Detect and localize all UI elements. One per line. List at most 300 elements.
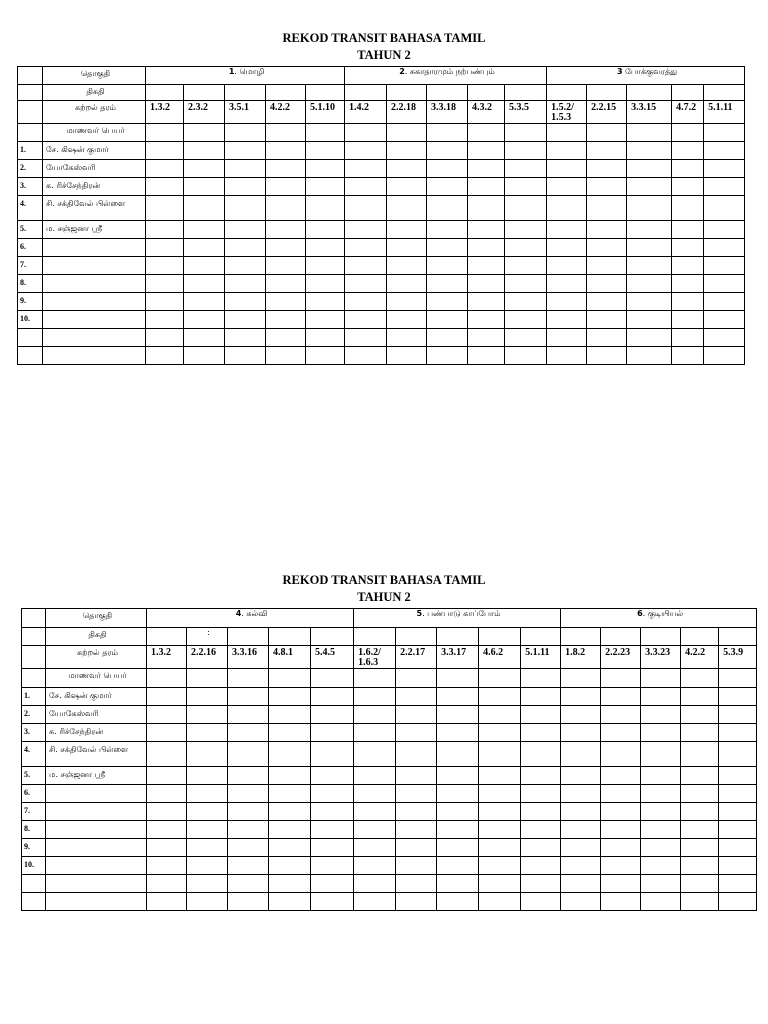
score-cell[interactable] [269,875,311,893]
score-cell[interactable] [266,275,306,293]
score-cell[interactable] [146,160,184,178]
date-cell[interactable] [184,85,225,101]
score-cell[interactable] [505,142,547,160]
score-cell[interactable] [672,178,704,196]
score-cell[interactable] [601,803,641,821]
score-cell[interactable] [396,724,437,742]
score-cell[interactable] [587,347,627,365]
score-cell[interactable] [601,767,641,785]
score-cell[interactable] [641,706,681,724]
score-cell[interactable] [561,767,601,785]
score-cell[interactable] [387,142,427,160]
score-cell[interactable] [547,347,587,365]
score-cell[interactable] [672,160,704,178]
score-cell[interactable] [468,160,505,178]
score-cell[interactable] [387,257,427,275]
score-cell[interactable] [187,688,228,706]
score-cell[interactable] [387,347,427,365]
score-cell[interactable] [719,839,757,857]
score-cell[interactable] [311,875,354,893]
score-cell[interactable] [672,347,704,365]
score-cell[interactable] [437,724,479,742]
score-cell[interactable] [269,857,311,875]
score-cell[interactable] [704,293,745,311]
score-cell[interactable] [719,742,757,767]
score-cell[interactable] [184,178,225,196]
score-cell[interactable] [641,785,681,803]
score-cell[interactable] [561,706,601,724]
score-cell[interactable] [306,257,345,275]
score-cell[interactable] [345,347,387,365]
score-cell[interactable] [269,821,311,839]
score-cell[interactable] [547,196,587,221]
score-cell[interactable] [601,706,641,724]
score-cell[interactable] [228,839,269,857]
score-cell[interactable] [505,275,547,293]
score-cell[interactable] [306,239,345,257]
score-cell[interactable] [228,706,269,724]
score-cell[interactable] [547,178,587,196]
score-cell[interactable] [681,875,719,893]
score-cell[interactable] [437,688,479,706]
score-cell[interactable] [354,875,396,893]
date-cell[interactable] [147,628,187,646]
date-cell[interactable] [627,85,672,101]
score-cell[interactable] [228,803,269,821]
score-cell[interactable] [468,142,505,160]
score-cell[interactable] [306,275,345,293]
score-cell[interactable] [601,875,641,893]
score-cell[interactable] [479,857,521,875]
score-cell[interactable] [681,724,719,742]
score-cell[interactable] [396,875,437,893]
score-cell[interactable] [561,893,601,911]
score-cell[interactable] [146,257,184,275]
score-cell[interactable] [187,803,228,821]
score-cell[interactable] [187,785,228,803]
score-cell[interactable] [587,221,627,239]
score-cell[interactable] [311,742,354,767]
score-cell[interactable] [704,221,745,239]
score-cell[interactable] [387,178,427,196]
score-cell[interactable] [311,893,354,911]
score-cell[interactable] [146,221,184,239]
score-cell[interactable] [311,767,354,785]
score-cell[interactable] [505,329,547,347]
score-cell[interactable] [147,688,187,706]
score-cell[interactable] [396,857,437,875]
score-cell[interactable] [184,275,225,293]
score-cell[interactable] [228,785,269,803]
score-cell[interactable] [345,221,387,239]
score-cell[interactable] [627,196,672,221]
score-cell[interactable] [505,196,547,221]
score-cell[interactable] [228,767,269,785]
score-cell[interactable] [479,742,521,767]
score-cell[interactable] [311,803,354,821]
score-cell[interactable] [225,293,266,311]
score-cell[interactable] [641,857,681,875]
score-cell[interactable] [479,724,521,742]
score-cell[interactable] [505,239,547,257]
score-cell[interactable] [396,839,437,857]
date-cell[interactable] [311,628,354,646]
score-cell[interactable] [387,275,427,293]
score-cell[interactable] [306,347,345,365]
date-cell[interactable] [225,85,266,101]
score-cell[interactable] [547,142,587,160]
score-cell[interactable] [479,839,521,857]
score-cell[interactable] [269,803,311,821]
score-cell[interactable] [704,347,745,365]
score-cell[interactable] [269,742,311,767]
score-cell[interactable] [521,706,561,724]
score-cell[interactable] [225,329,266,347]
score-cell[interactable] [146,293,184,311]
score-cell[interactable] [225,196,266,221]
score-cell[interactable] [521,821,561,839]
score-cell[interactable] [147,767,187,785]
score-cell[interactable] [306,160,345,178]
date-cell[interactable] [704,85,745,101]
score-cell[interactable] [587,196,627,221]
score-cell[interactable] [601,688,641,706]
score-cell[interactable] [719,706,757,724]
score-cell[interactable] [587,160,627,178]
score-cell[interactable] [345,196,387,221]
score-cell[interactable] [427,275,468,293]
score-cell[interactable] [354,803,396,821]
score-cell[interactable] [627,311,672,329]
score-cell[interactable] [147,706,187,724]
score-cell[interactable] [311,785,354,803]
score-cell[interactable] [672,311,704,329]
score-cell[interactable] [468,311,505,329]
score-cell[interactable] [479,875,521,893]
score-cell[interactable] [354,893,396,911]
score-cell[interactable] [266,160,306,178]
score-cell[interactable] [601,857,641,875]
score-cell[interactable] [306,142,345,160]
score-cell[interactable] [479,785,521,803]
score-cell[interactable] [266,257,306,275]
score-cell[interactable] [719,803,757,821]
score-cell[interactable] [587,275,627,293]
score-cell[interactable] [627,178,672,196]
score-cell[interactable] [587,239,627,257]
score-cell[interactable] [269,839,311,857]
score-cell[interactable] [225,257,266,275]
date-cell[interactable] [269,628,311,646]
score-cell[interactable] [437,857,479,875]
score-cell[interactable] [266,239,306,257]
score-cell[interactable] [468,196,505,221]
score-cell[interactable] [225,178,266,196]
score-cell[interactable] [306,221,345,239]
score-cell[interactable] [672,221,704,239]
score-cell[interactable] [387,160,427,178]
score-cell[interactable] [601,821,641,839]
score-cell[interactable] [187,706,228,724]
score-cell[interactable] [311,821,354,839]
score-cell[interactable] [228,742,269,767]
score-cell[interactable] [187,839,228,857]
score-cell[interactable] [641,724,681,742]
score-cell[interactable] [468,239,505,257]
score-cell[interactable] [601,742,641,767]
score-cell[interactable] [704,329,745,347]
score-cell[interactable] [354,821,396,839]
score-cell[interactable] [146,311,184,329]
score-cell[interactable] [387,293,427,311]
score-cell[interactable] [187,857,228,875]
score-cell[interactable] [437,875,479,893]
score-cell[interactable] [521,742,561,767]
score-cell[interactable] [641,767,681,785]
date-cell[interactable] [266,85,306,101]
score-cell[interactable] [681,839,719,857]
date-cell[interactable] [672,85,704,101]
score-cell[interactable] [146,178,184,196]
score-cell[interactable] [147,893,187,911]
score-cell[interactable] [345,293,387,311]
score-cell[interactable] [396,785,437,803]
score-cell[interactable] [228,821,269,839]
score-cell[interactable] [672,142,704,160]
score-cell[interactable] [354,706,396,724]
score-cell[interactable] [437,706,479,724]
score-cell[interactable] [184,196,225,221]
score-cell[interactable] [479,803,521,821]
score-cell[interactable] [641,803,681,821]
score-cell[interactable] [387,221,427,239]
score-cell[interactable] [184,329,225,347]
score-cell[interactable] [561,785,601,803]
score-cell[interactable] [561,875,601,893]
score-cell[interactable] [184,311,225,329]
score-cell[interactable] [437,785,479,803]
score-cell[interactable] [561,803,601,821]
date-cell[interactable] [505,85,547,101]
score-cell[interactable] [627,221,672,239]
score-cell[interactable] [547,293,587,311]
score-cell[interactable] [354,857,396,875]
score-cell[interactable] [641,821,681,839]
score-cell[interactable] [345,275,387,293]
score-cell[interactable] [681,893,719,911]
score-cell[interactable] [306,178,345,196]
score-cell[interactable] [147,821,187,839]
score-cell[interactable] [505,221,547,239]
score-cell[interactable] [345,160,387,178]
date-cell[interactable] [719,628,757,646]
score-cell[interactable] [681,742,719,767]
score-cell[interactable] [187,875,228,893]
score-cell[interactable] [354,742,396,767]
score-cell[interactable] [641,688,681,706]
score-cell[interactable] [627,239,672,257]
score-cell[interactable] [561,821,601,839]
score-cell[interactable] [345,257,387,275]
score-cell[interactable] [427,160,468,178]
score-cell[interactable] [587,257,627,275]
score-cell[interactable] [306,293,345,311]
date-cell[interactable]: : [187,628,228,646]
score-cell[interactable] [311,839,354,857]
score-cell[interactable] [672,196,704,221]
score-cell[interactable] [184,142,225,160]
score-cell[interactable] [627,329,672,347]
score-cell[interactable] [627,275,672,293]
score-cell[interactable] [505,347,547,365]
score-cell[interactable] [561,724,601,742]
score-cell[interactable] [306,329,345,347]
score-cell[interactable] [187,742,228,767]
score-cell[interactable] [627,347,672,365]
date-cell[interactable] [228,628,269,646]
score-cell[interactable] [521,803,561,821]
date-cell[interactable] [396,628,437,646]
score-cell[interactable] [479,821,521,839]
score-cell[interactable] [269,688,311,706]
score-cell[interactable] [427,178,468,196]
score-cell[interactable] [719,767,757,785]
score-cell[interactable] [387,239,427,257]
score-cell[interactable] [147,857,187,875]
score-cell[interactable] [266,221,306,239]
score-cell[interactable] [547,239,587,257]
score-cell[interactable] [187,767,228,785]
date-cell[interactable] [427,85,468,101]
date-cell[interactable] [641,628,681,646]
score-cell[interactable] [719,785,757,803]
score-cell[interactable] [601,785,641,803]
score-cell[interactable] [561,742,601,767]
score-cell[interactable] [479,893,521,911]
score-cell[interactable] [396,742,437,767]
score-cell[interactable] [427,347,468,365]
score-cell[interactable] [437,767,479,785]
score-cell[interactable] [225,239,266,257]
score-cell[interactable] [266,293,306,311]
score-cell[interactable] [311,706,354,724]
score-cell[interactable] [146,142,184,160]
date-cell[interactable] [561,628,601,646]
date-cell[interactable] [306,85,345,101]
score-cell[interactable] [719,893,757,911]
score-cell[interactable] [468,329,505,347]
score-cell[interactable] [147,803,187,821]
score-cell[interactable] [269,785,311,803]
score-cell[interactable] [704,311,745,329]
score-cell[interactable] [627,257,672,275]
date-cell[interactable] [354,628,396,646]
score-cell[interactable] [396,893,437,911]
score-cell[interactable] [641,875,681,893]
score-cell[interactable] [311,724,354,742]
score-cell[interactable] [437,742,479,767]
score-cell[interactable] [547,329,587,347]
score-cell[interactable] [427,221,468,239]
score-cell[interactable] [225,275,266,293]
date-cell[interactable] [479,628,521,646]
score-cell[interactable] [311,688,354,706]
score-cell[interactable] [719,688,757,706]
score-cell[interactable] [345,178,387,196]
score-cell[interactable] [266,142,306,160]
score-cell[interactable] [225,347,266,365]
score-cell[interactable] [396,803,437,821]
score-cell[interactable] [468,178,505,196]
score-cell[interactable] [505,178,547,196]
score-cell[interactable] [187,893,228,911]
score-cell[interactable] [704,142,745,160]
score-cell[interactable] [269,706,311,724]
score-cell[interactable] [269,724,311,742]
score-cell[interactable] [345,329,387,347]
score-cell[interactable] [505,160,547,178]
score-cell[interactable] [681,706,719,724]
score-cell[interactable] [228,688,269,706]
score-cell[interactable] [627,160,672,178]
score-cell[interactable] [427,329,468,347]
score-cell[interactable] [561,839,601,857]
score-cell[interactable] [146,275,184,293]
score-cell[interactable] [521,875,561,893]
score-cell[interactable] [672,329,704,347]
score-cell[interactable] [437,839,479,857]
score-cell[interactable] [641,742,681,767]
score-cell[interactable] [547,257,587,275]
score-cell[interactable] [681,821,719,839]
score-cell[interactable] [269,893,311,911]
score-cell[interactable] [561,688,601,706]
score-cell[interactable] [601,893,641,911]
score-cell[interactable] [396,688,437,706]
score-cell[interactable] [521,893,561,911]
score-cell[interactable] [266,329,306,347]
score-cell[interactable] [184,160,225,178]
score-cell[interactable] [479,767,521,785]
score-cell[interactable] [345,239,387,257]
score-cell[interactable] [479,688,521,706]
score-cell[interactable] [468,347,505,365]
score-cell[interactable] [228,724,269,742]
score-cell[interactable] [225,142,266,160]
score-cell[interactable] [187,724,228,742]
score-cell[interactable] [306,196,345,221]
score-cell[interactable] [266,347,306,365]
score-cell[interactable] [387,329,427,347]
date-cell[interactable] [601,628,641,646]
score-cell[interactable] [146,329,184,347]
score-cell[interactable] [146,196,184,221]
score-cell[interactable] [704,178,745,196]
score-cell[interactable] [184,257,225,275]
score-cell[interactable] [228,875,269,893]
score-cell[interactable] [505,311,547,329]
score-cell[interactable] [147,785,187,803]
score-cell[interactable] [601,839,641,857]
score-cell[interactable] [184,239,225,257]
score-cell[interactable] [681,803,719,821]
score-cell[interactable] [354,688,396,706]
score-cell[interactable] [228,893,269,911]
score-cell[interactable] [427,142,468,160]
score-cell[interactable] [547,311,587,329]
score-cell[interactable] [505,257,547,275]
score-cell[interactable] [521,767,561,785]
